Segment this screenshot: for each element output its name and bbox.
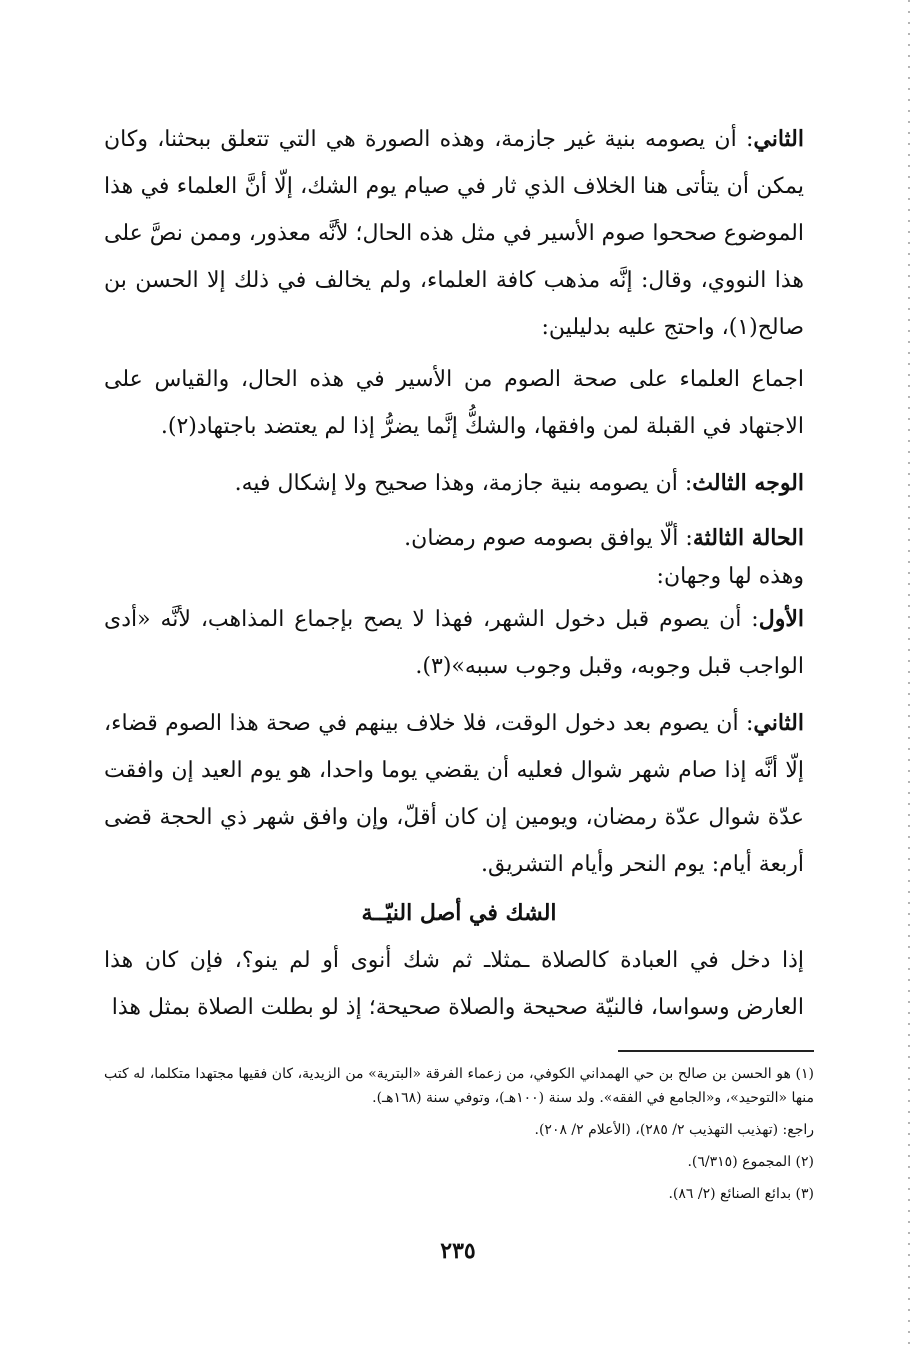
main-text-lower xyxy=(104,700,814,888)
footnote-2: (٢) المجموع (٦/٣١٥). xyxy=(687,1154,814,1170)
paragraph-thani-2 xyxy=(104,700,814,888)
footnotes xyxy=(104,1062,814,1206)
section-heading: الشك في أصل النيّــة xyxy=(361,900,557,926)
footnote-3: (٣) بدائع الصنائع (٢/ ٨٦). xyxy=(668,1186,814,1202)
footnote-divider xyxy=(618,1050,814,1052)
paragraph-shakk: إذا دخل في العبادة كالصلاة ـمثلاـ ثم شك أنوى أو لم ينو؟، فإن كان هذا العارض وسواسا، فالنيّة صحيحة والصلاة صحيحة؛ إذ لو بطلت الصلاة بمثل هذا xyxy=(104,948,804,1020)
main-text-upper xyxy=(104,116,814,351)
footnote-1: (١) هو الحسن بن صالح بن حي الهمداني الكوفي، من زعماء الفرقة «البترية» من الزيدية، كان فقيها مجتهدا متكلما، له كتب منها «التوحيد»، و«الجامع في الفقه». ولد سنة (١٠٠هـ)، وتوفي سنة (١٦٨هـ). xyxy=(104,1066,814,1106)
main-text-ijma xyxy=(104,356,814,450)
paragraph-lead: الحالة الثالثة xyxy=(692,525,804,551)
paragraph-lead: الثاني xyxy=(753,710,804,736)
paragraph-ijma: اجماع العلماء على صحة الصوم من الأسير في هذه الحال، والقياس على الاجتهاد في القبلة لمن وافقها، والشكُّ إنَّما يضرُّ إذا لم يعتضد باجتهاد(٢). xyxy=(104,367,804,439)
paragraph-lead: الثاني xyxy=(753,126,804,152)
paragraph-awwal xyxy=(104,596,814,690)
paragraph-body: : أن يصومه بنية غير جازمة، وهذه الصورة هي التي تتعلق ببحثنا، وكان يمكن أن يتأتى هنا الخلاف الذي ثار في صيام يوم الشك، إلّا أنَّ العلماء في هذا الموضوع صححوا صوم الأسير في مثل هذه الحال؛ لأنَّه معذور، وممن نصَّ على هذا النووي، وقال: إنَّه مذهب كافة العلماء، ولم يخالف في ذلك إلا الحسن بن صالح(١)، واحتج عليه بدليلين: xyxy=(104,127,804,340)
page-number: ٢٣٥ xyxy=(440,1238,476,1264)
binding-edge xyxy=(908,0,910,1352)
main-text-middle xyxy=(104,460,814,690)
paragraph-wajhan: وهذه لها وجهان: xyxy=(656,564,804,589)
paragraph-hala-thalitha xyxy=(104,519,814,558)
paragraph-thani-1 xyxy=(104,116,814,351)
paragraph-body: : أن يصومه بنية جازمة، وهذا صحيح ولا إشكال فيه. xyxy=(234,471,693,496)
paragraph-wajh-thalith xyxy=(104,460,814,507)
paragraph-lead: الوجه الثالث xyxy=(692,470,804,496)
paragraph-body: : ألّا يوافق بصومه صوم رمضان. xyxy=(404,526,693,551)
paragraph-lead: الأول xyxy=(758,606,804,632)
main-text-shakk xyxy=(104,937,814,1031)
paragraph-body: : أن يصوم بعد دخول الوقت، فلا خلاف بينهم في صحة هذا الصوم قضاء، إلّا أنَّه إذا صام شهر شوال فعليه أن يقضي يوما واحدا، هو يوم العيد إن وافقت عدّة شوال عدّة رمضان، ويومين إن كان أقلّ، وإن وافق شهر ذي الحجة قضى أربعة أيام: يوم النحر وأيام التشريق. xyxy=(104,711,804,877)
paragraph-body: : أن يصوم قبل دخول الشهر، فهذا لا يصح بإجماع المذاهب، لأنَّه «أدى الواجب قبل وجوبه، وقبل وجوب سببه»(٣). xyxy=(104,607,804,679)
footnote-1-reference: راجع: (تهذيب التهذيب ٢/ ٢٨٥)، (الأعلام ٢/ ٢٠٨). xyxy=(534,1122,814,1138)
